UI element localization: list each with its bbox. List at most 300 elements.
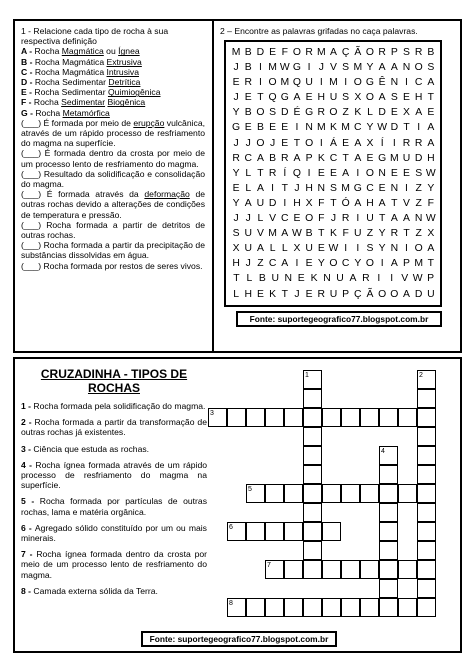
wordsearch-letter[interactable]: I [307, 167, 311, 179]
wordsearch-letter[interactable]: L [246, 273, 253, 285]
wordsearch-letter[interactable]: J [233, 62, 239, 74]
crossword-cell[interactable] [417, 389, 436, 408]
wordsearch-letter[interactable]: C [268, 258, 277, 270]
wordsearch-letter[interactable]: G [280, 92, 289, 104]
wordsearch-letter[interactable]: M [268, 62, 277, 74]
wordsearch-letter[interactable]: A [329, 47, 337, 58]
wordsearch-letter[interactable]: I [344, 77, 348, 89]
wordsearch-letter[interactable]: O [365, 92, 375, 104]
wordsearch-letter[interactable]: W [279, 62, 290, 74]
wordsearch-letter[interactable]: T [403, 122, 410, 134]
wordsearch-letter[interactable]: E [293, 213, 301, 225]
wordsearch-letter[interactable]: Y [427, 182, 435, 194]
wordsearch-letter[interactable]: R [232, 152, 240, 164]
wordsearch-letter[interactable]: A [427, 77, 435, 89]
wordsearch-letter[interactable]: J [233, 137, 239, 149]
answer-blank[interactable]: (___) [21, 117, 42, 128]
wordsearch-letter[interactable]: M [341, 122, 350, 134]
wordsearch-letter[interactable]: A [256, 243, 264, 255]
wordsearch-letter[interactable]: E [244, 122, 252, 134]
wordsearch-letter[interactable]: E [305, 258, 313, 270]
wordsearch-letter[interactable]: O [390, 288, 399, 300]
crossword-cell[interactable] [284, 408, 303, 427]
wordsearch-letter[interactable]: I [377, 273, 381, 285]
wordsearch-letter[interactable]: R [281, 152, 289, 164]
crossword-cell[interactable] [265, 598, 284, 617]
wordsearch-letter[interactable]: O [329, 258, 338, 270]
wordsearch-letter[interactable]: U [305, 77, 313, 89]
wordsearch-letter[interactable]: N [317, 182, 326, 194]
wordsearch-letter[interactable]: M [316, 122, 326, 134]
wordsearch-letter[interactable]: X [305, 197, 313, 209]
wordsearch-letter[interactable]: U [305, 243, 313, 255]
wordsearch-letter[interactable]: I [417, 122, 421, 134]
wordsearch-letter[interactable]: U [244, 228, 253, 240]
answer-blank[interactable]: (___) [21, 260, 42, 271]
wordsearch-letter[interactable]: E [256, 288, 264, 300]
wordsearch-letter[interactable]: S [390, 92, 398, 104]
wordsearch-letter[interactable]: A [415, 107, 423, 119]
wordsearch-letter[interactable]: R [268, 167, 277, 179]
wordsearch-letter[interactable]: A [256, 182, 264, 194]
wordsearch-letter[interactable]: W [425, 167, 436, 179]
wordsearch-letter[interactable]: H [293, 197, 301, 209]
wordsearch-letter[interactable]: J [318, 62, 324, 74]
wordsearch-letter[interactable]: B [256, 122, 264, 134]
wordsearch-letter[interactable]: E [390, 167, 398, 179]
wordsearch-letter[interactable]: J [233, 213, 239, 225]
wordsearch-letter[interactable]: T [403, 228, 410, 240]
wordsearch-letter[interactable]: A [354, 137, 362, 149]
wordsearch-letter[interactable]: X [366, 137, 374, 149]
crossword-cell[interactable] [303, 446, 322, 465]
wordsearch-letter[interactable]: V [403, 197, 410, 209]
wordsearch-letter[interactable]: J [245, 213, 251, 225]
wordsearch-letter[interactable]: A [378, 92, 386, 104]
crossword-cell[interactable] [322, 560, 341, 579]
wordsearch-letter[interactable]: A [293, 92, 301, 104]
wordsearch-letter[interactable]: N [390, 243, 399, 255]
wordsearch-letter[interactable]: U [329, 288, 338, 300]
crossword-cell[interactable] [322, 522, 341, 541]
wordsearch-letter[interactable]: O [256, 107, 265, 119]
wordsearch-letter[interactable]: T [342, 152, 349, 164]
crossword-cell[interactable] [379, 484, 398, 503]
wordsearch-letter[interactable]: A [378, 197, 386, 209]
wordsearch-letter[interactable]: C [366, 182, 374, 194]
wordsearch-letter[interactable]: B [244, 62, 252, 74]
wordsearch-letter[interactable]: M [280, 77, 290, 89]
wordsearch-letter[interactable]: F [342, 228, 349, 240]
wordsearch-letter[interactable]: A [354, 152, 362, 164]
wordsearch-letter[interactable]: U [427, 288, 435, 300]
crossword-cell[interactable] [417, 465, 436, 484]
wordsearch-letter[interactable]: T [257, 92, 264, 104]
wordsearch-letter[interactable]: Y [317, 258, 325, 270]
crossword-cell[interactable] [303, 541, 322, 560]
wordsearch-letter[interactable]: M [353, 62, 363, 74]
wordsearch-letter[interactable]: N [378, 167, 386, 179]
wordsearch-letter[interactable]: E [342, 137, 350, 149]
wordsearch-letter[interactable]: E [317, 167, 325, 179]
crossword-cell[interactable] [341, 484, 360, 503]
wordsearch-letter[interactable]: A [390, 62, 398, 74]
wordsearch-letter[interactable]: O [268, 77, 277, 89]
wordsearch-letter[interactable]: C [414, 77, 423, 89]
wordsearch-letter[interactable]: Ó [341, 197, 350, 209]
wordsearch-letter[interactable]: S [342, 92, 350, 104]
wordsearch-letter[interactable]: U [366, 213, 374, 225]
wordsearch-letter[interactable]: R [362, 273, 370, 285]
wordsearch-letter[interactable]: A [427, 122, 435, 134]
wordsearch-letter[interactable]: G [378, 152, 387, 164]
wordsearch-letter[interactable]: V [401, 273, 409, 285]
wordsearch-letter[interactable]: B [244, 107, 252, 119]
crossword-cell[interactable] [303, 484, 322, 503]
wordsearch-letter[interactable]: X [354, 92, 362, 104]
crossword-cell[interactable] [398, 484, 417, 503]
wordsearch-letter[interactable]: O [305, 213, 314, 225]
wordsearch-letter[interactable]: L [281, 243, 288, 255]
wordsearch-letter[interactable]: J [245, 258, 251, 270]
wordsearch-letter[interactable]: E [269, 122, 277, 134]
wordsearch-letter[interactable]: I [258, 62, 262, 74]
wordsearch-letter[interactable]: H [427, 152, 435, 164]
wordsearch-letter[interactable]: F [318, 197, 325, 209]
crossword-cell[interactable] [246, 598, 265, 617]
crossword-cell[interactable] [227, 408, 246, 427]
wordsearch-letter[interactable]: T [293, 137, 301, 149]
wordsearch-letter[interactable]: D [281, 107, 289, 119]
wordsearch-letter[interactable]: I [307, 62, 311, 74]
wordsearch-letter[interactable]: J [270, 137, 276, 149]
wordsearch-letter[interactable]: C [354, 122, 362, 134]
crossword-cell[interactable] [246, 522, 265, 541]
wordsearch-letter[interactable]: H [317, 92, 326, 104]
wordsearch-letter[interactable]: C [341, 258, 350, 270]
wordsearch-letter[interactable]: A [390, 213, 398, 225]
crossword-cell[interactable] [265, 408, 284, 427]
crossword-cell[interactable] [360, 484, 379, 503]
crossword-cell[interactable] [379, 522, 398, 541]
wordsearch-letter[interactable]: P [403, 258, 410, 270]
wordsearch-letter[interactable]: E [403, 167, 410, 179]
wordsearch-letter[interactable]: H [244, 288, 253, 300]
wordsearch-letter[interactable]: S [415, 167, 423, 179]
wordsearch-letter[interactable]: I [380, 258, 384, 270]
wordsearch-letter[interactable]: D [414, 152, 423, 164]
wordsearch-letter[interactable]: I [319, 137, 323, 149]
wordsearch-letter[interactable]: U [329, 92, 338, 104]
crossword-cell[interactable] [265, 522, 284, 541]
wordsearch-letter[interactable]: Z [415, 182, 422, 194]
wordsearch-letter[interactable]: O [378, 288, 387, 300]
wordsearch-letter[interactable]: A [281, 228, 289, 240]
wordsearch-letter[interactable]: E [281, 122, 289, 134]
wordsearch-letter[interactable]: E [305, 288, 313, 300]
wordsearch-letter[interactable]: U [336, 273, 344, 285]
wordsearch-letter[interactable]: A [354, 197, 362, 209]
wordsearch-letter[interactable]: A [378, 62, 386, 74]
wordsearch-letter[interactable]: Z [342, 107, 349, 119]
wordsearch-letter[interactable]: L [245, 167, 252, 179]
wordsearch-letter[interactable]: R [341, 213, 350, 225]
crossword-cell[interactable] [417, 598, 436, 617]
crossword-cell[interactable] [284, 522, 303, 541]
wordsearch-letter[interactable]: L [269, 243, 276, 255]
wordsearch-letter[interactable]: N [284, 273, 292, 285]
wordsearch-letter[interactable]: J [245, 137, 251, 149]
wordsearch-letter[interactable]: U [271, 273, 280, 285]
wordsearch-letter[interactable]: D [378, 107, 386, 119]
crossword-cell[interactable] [303, 389, 322, 408]
wordsearch-letter[interactable]: H [305, 182, 313, 194]
wordsearch-letter[interactable]: A [427, 243, 435, 255]
wordsearch-letter[interactable]: H [366, 197, 374, 209]
wordsearch-letter[interactable]: O [365, 167, 375, 179]
wordsearch-letter[interactable]: J [233, 92, 239, 104]
wordsearch-letter[interactable]: R [414, 47, 423, 58]
answer-blank[interactable]: (___) [21, 240, 42, 251]
crossword-cell[interactable] [341, 408, 360, 427]
wordsearch-letter[interactable]: Y [354, 258, 362, 270]
wordsearch-letter[interactable]: E [232, 77, 240, 89]
wordsearch-letter[interactable]: I [392, 137, 396, 149]
wordsearch-letter[interactable]: W [328, 243, 339, 255]
wordsearch-letter[interactable]: R [402, 137, 411, 149]
crossword-cell[interactable] [417, 560, 436, 579]
wordsearch-letter[interactable]: I [356, 213, 360, 225]
wordsearch-letter[interactable]: B [244, 47, 252, 58]
wordsearch-letter[interactable]: P [342, 288, 350, 300]
wordsearch-letter[interactable]: E [244, 92, 252, 104]
crossword-cell[interactable] [379, 598, 398, 617]
wordsearch-letter[interactable]: O [256, 137, 265, 149]
wordsearch-letter[interactable]: N [414, 213, 423, 225]
crossword-cell[interactable] [360, 598, 379, 617]
wordsearch-letter[interactable]: A [342, 167, 350, 179]
crossword-cell[interactable] [360, 408, 379, 427]
crossword-cell[interactable] [417, 408, 436, 427]
crossword-cell[interactable] [379, 541, 398, 560]
wordsearch-letter[interactable]: E [305, 92, 313, 104]
wordsearch-letter[interactable]: E [427, 107, 435, 119]
crossword-cell[interactable] [398, 560, 417, 579]
wordsearch-letter[interactable]: R [317, 107, 326, 119]
wordsearch-letter[interactable]: A [244, 197, 252, 209]
wordsearch-letter[interactable]: D [268, 197, 277, 209]
wordsearch-letter[interactable]: A [390, 258, 398, 270]
wordsearch-letter[interactable]: L [367, 107, 373, 119]
wordsearch-letter[interactable]: R [305, 47, 313, 58]
wordsearch-letter[interactable]: W [292, 228, 302, 240]
crossword-cell[interactable] [265, 484, 284, 503]
wordsearch-letter[interactable]: Y [378, 228, 386, 240]
wordsearch-letter[interactable]: N [402, 62, 411, 74]
crossword-cell[interactable] [341, 560, 360, 579]
crossword-cell[interactable] [379, 408, 398, 427]
wordsearch-letter[interactable]: U [256, 197, 265, 209]
wordsearch-letter[interactable]: D [256, 47, 265, 58]
crossword-cell[interactable] [322, 598, 341, 617]
wordsearch-letter[interactable]: Á [329, 137, 337, 149]
wordsearch-letter[interactable]: K [329, 228, 337, 240]
wordsearch-letter[interactable]: R [378, 47, 386, 58]
crossword-cell[interactable] [417, 446, 436, 465]
crossword-cell[interactable] [303, 427, 322, 446]
wordsearch-letter[interactable]: E [317, 243, 325, 255]
wordsearch-letter[interactable]: E [390, 107, 398, 119]
crossword-cell[interactable] [398, 408, 417, 427]
wordsearch-letter[interactable]: M [316, 47, 326, 58]
crossword-cell[interactable] [417, 503, 436, 522]
wordsearch-letter[interactable]: T [281, 182, 288, 194]
wordsearch-letter[interactable]: A [293, 152, 301, 164]
wordsearch-letter[interactable]: Y [232, 167, 240, 179]
wordsearch-letter[interactable]: Q [292, 167, 301, 179]
wordsearch-letter[interactable]: K [329, 122, 337, 134]
wordsearch-letter[interactable]: M [329, 77, 338, 89]
wordsearch-letter[interactable]: T [233, 273, 240, 285]
wordsearch-letter[interactable]: F [318, 213, 325, 225]
crossword-cell[interactable] [284, 560, 303, 579]
wordsearch-letter[interactable]: K [269, 288, 277, 300]
wordsearch-letter[interactable]: J [294, 288, 300, 300]
wordsearch-letter[interactable]: S [269, 107, 277, 119]
wordsearch-letter[interactable]: T [378, 213, 386, 225]
wordsearch-letter[interactable]: I [295, 122, 299, 134]
answer-blank[interactable]: (___) [21, 189, 42, 200]
wordsearch-letter[interactable]: K [310, 273, 318, 285]
wordsearch-letter[interactable]: Ã [366, 288, 374, 300]
wordsearch-letter[interactable]: B [258, 273, 266, 285]
wordsearch-letter[interactable]: Q [268, 92, 277, 104]
wordsearch-letter[interactable]: D [390, 122, 399, 134]
wordsearch-letter[interactable]: T [427, 92, 435, 104]
wordsearch-letter[interactable]: Í [283, 167, 287, 179]
wordsearch-letter[interactable]: F [427, 197, 435, 209]
wordsearch-letter[interactable]: Y [366, 62, 374, 74]
wordsearch-letter[interactable]: X [403, 107, 410, 119]
wordsearch-letter[interactable]: Q [292, 77, 301, 89]
crossword-cell[interactable] [379, 503, 398, 522]
wordsearch-letter[interactable]: G [292, 62, 301, 74]
wordsearch-letter[interactable]: M [414, 258, 423, 270]
wordsearch-letter[interactable]: R [244, 77, 253, 89]
wordsearch-letter[interactable]: V [269, 213, 277, 225]
wordsearch-letter[interactable]: W [425, 213, 436, 225]
wordsearch-letter[interactable]: C [244, 152, 253, 164]
wordsearch-letter[interactable]: E [366, 152, 374, 164]
wordsearch-letter[interactable]: A [281, 258, 289, 270]
wordsearch-letter[interactable]: Ç [341, 47, 350, 58]
crossword-cell[interactable] [379, 560, 398, 579]
wordsearch-letter[interactable]: N [323, 273, 331, 285]
wordsearch-letter[interactable]: O [414, 243, 423, 255]
wordsearch-letter[interactable]: Y [378, 243, 386, 255]
wordsearch-letter[interactable]: C [281, 213, 289, 225]
wordsearch-letter[interactable]: A [403, 288, 410, 300]
wordsearch-letter[interactable]: I [405, 243, 408, 255]
wordsearch-letter[interactable]: U [244, 243, 253, 255]
wordsearch-letter[interactable]: U [402, 152, 411, 164]
crossword-cell[interactable] [246, 408, 265, 427]
wordsearch-letter[interactable]: T [257, 167, 264, 179]
wordsearch-letter[interactable]: K [317, 152, 325, 164]
wordsearch-letter[interactable]: S [366, 243, 374, 255]
wordsearch-letter[interactable]: O [329, 107, 338, 119]
wordsearch-letter[interactable]: Ç [354, 288, 362, 300]
wordsearch-letter[interactable]: T [318, 228, 325, 240]
answer-blank[interactable]: (___) [21, 168, 42, 179]
wordsearch-letter[interactable]: Ã [354, 47, 362, 58]
crossword-cell[interactable] [341, 598, 360, 617]
wordsearch-letter[interactable]: S [329, 182, 337, 194]
crossword-cell[interactable] [303, 503, 322, 522]
wordsearch-letter[interactable]: X [232, 243, 240, 255]
wordsearch-letter[interactable]: X [427, 228, 435, 240]
wordsearch-letter[interactable]: I [258, 77, 262, 89]
wordsearch-letter[interactable]: Í [380, 137, 384, 149]
wordsearch-letter[interactable]: B [305, 228, 313, 240]
wordsearch-letter[interactable]: E [232, 182, 240, 194]
wordsearch-letter[interactable]: A [256, 152, 264, 164]
wordsearch-letter[interactable]: D [414, 288, 423, 300]
wordsearch-letter[interactable]: O [292, 47, 301, 58]
wordsearch-letter[interactable]: Y [366, 122, 374, 134]
wordsearch-letter[interactable]: N [390, 182, 399, 194]
wordsearch-letter[interactable]: R [414, 137, 423, 149]
wordsearch-letter[interactable]: U [354, 228, 362, 240]
crossword-cell[interactable] [303, 522, 322, 541]
wordsearch-letter[interactable]: S [403, 47, 410, 58]
wordsearch-letter[interactable]: S [342, 62, 350, 74]
wordsearch-letter[interactable]: P [305, 152, 313, 164]
wordsearch-letter[interactable]: Z [366, 228, 374, 240]
wordsearch-letter[interactable]: L [245, 182, 252, 194]
wordsearch-letter[interactable]: P [390, 47, 398, 58]
wordsearch-letter[interactable]: L [233, 288, 239, 300]
wordsearch-letter[interactable]: T [330, 197, 337, 209]
wordsearch-letter[interactable]: I [356, 167, 360, 179]
wordsearch-letter[interactable]: I [405, 77, 408, 89]
wordsearch-letter[interactable]: T [281, 288, 288, 300]
wordsearch-letter[interactable]: J [294, 182, 300, 194]
wordsearch-letter[interactable]: I [390, 273, 394, 285]
wordsearch-letter[interactable]: I [271, 182, 275, 194]
wordsearch-letter[interactable]: M [231, 47, 241, 58]
wordsearch-letter[interactable]: A [349, 273, 357, 285]
wordsearch-letter[interactable]: K [354, 107, 362, 119]
wordsearch-letter[interactable]: A [427, 137, 435, 149]
wordsearch-letter[interactable]: Z [415, 197, 422, 209]
crossword-cell[interactable] [322, 484, 341, 503]
wordsearch-letter[interactable]: O [365, 258, 375, 270]
wordsearch-letter[interactable]: G [365, 77, 375, 89]
wordsearch-letter[interactable]: S [427, 62, 435, 74]
wordsearch-letter[interactable]: I [319, 77, 323, 89]
crossword-cell[interactable] [379, 465, 398, 484]
wordsearch-letter[interactable]: F [281, 47, 288, 58]
wordsearch-letter[interactable]: C [329, 152, 338, 164]
crossword-cell[interactable] [303, 598, 322, 617]
wordsearch-letter[interactable]: E [281, 137, 289, 149]
crossword-cell[interactable] [417, 484, 436, 503]
crossword-cell[interactable] [303, 465, 322, 484]
wordsearch-letter[interactable]: A [403, 213, 410, 225]
wordsearch-letter[interactable]: E [297, 273, 305, 285]
wordsearch-letter[interactable]: S [232, 228, 240, 240]
